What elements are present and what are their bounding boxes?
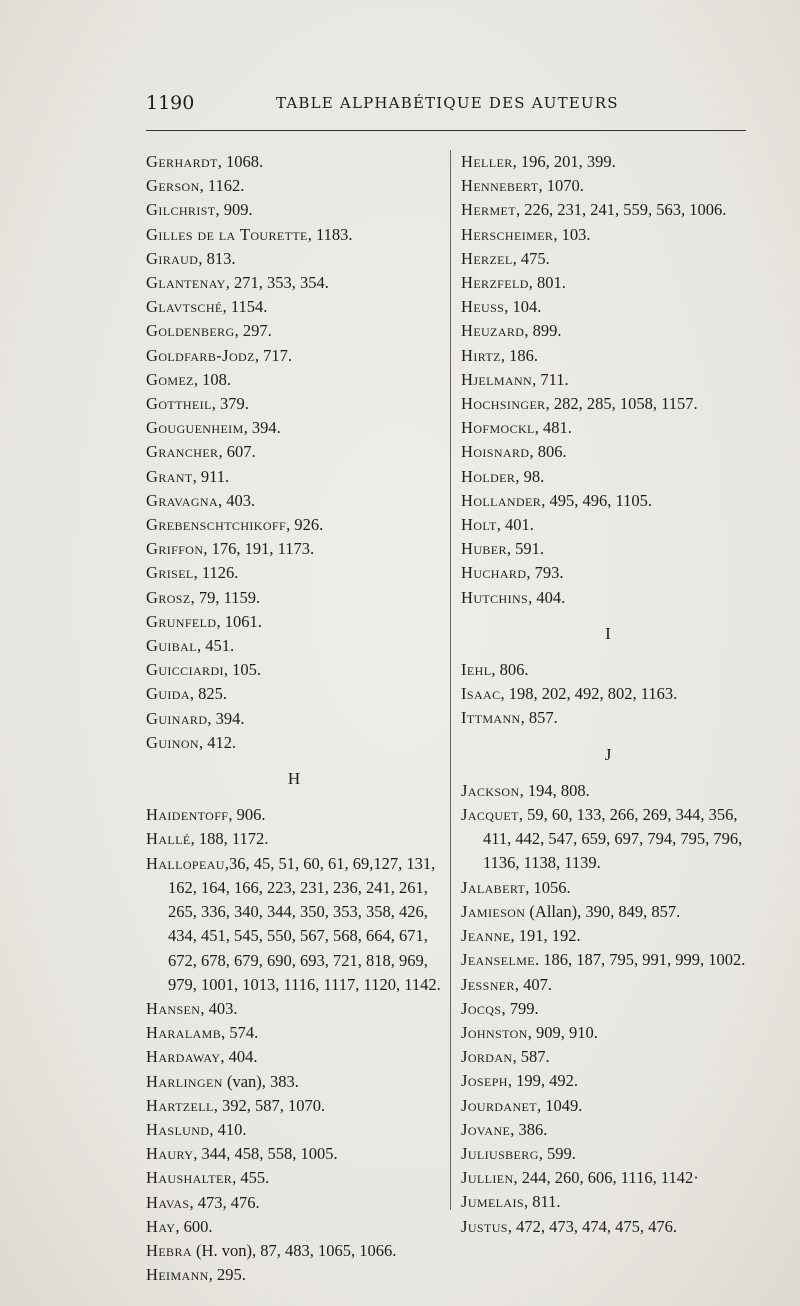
author-name: Goldenberg bbox=[146, 321, 235, 341]
index-entry bbox=[146, 707, 442, 731]
author-name: Gilchrist bbox=[146, 200, 216, 220]
author-name: Guinard bbox=[146, 708, 208, 728]
author-name: Giraud bbox=[146, 248, 199, 268]
page-references: , 404. bbox=[528, 587, 566, 607]
index-block-j bbox=[461, 779, 755, 1239]
page-references: , 271, 353, 354. bbox=[225, 273, 329, 293]
index-entry bbox=[461, 561, 755, 585]
column-divider bbox=[450, 150, 451, 1210]
author-name: Jordan bbox=[461, 1047, 513, 1067]
page-header bbox=[146, 92, 746, 120]
page-references: , 297. bbox=[234, 321, 272, 341]
page-references: ,36, 45, 51, 60, 61, 69,127, 131, 162, 164, 166, 223, 231, 236, 241, 261, 265, 336, 340, 344, 350, 353, 358, 426, 434, 451, 545, 550, 567, 568, 664, 671, 672, 678, 679, 690, 693, 721, 818, 969, 979, 1001, 1013, 1116, 1117, 1120, 1142. bbox=[168, 853, 441, 994]
author-name: Jamieson bbox=[461, 901, 526, 921]
page-references: , 1070. bbox=[538, 176, 584, 196]
page-references: , 711. bbox=[532, 369, 569, 389]
author-name: Hjelmann bbox=[461, 369, 533, 389]
author-name: Heller bbox=[461, 152, 513, 171]
author-name: Jeanselme bbox=[461, 950, 536, 970]
index-entry bbox=[461, 465, 755, 489]
index-entry bbox=[146, 198, 442, 222]
page-references: , 1162. bbox=[199, 176, 245, 196]
index-entry bbox=[461, 198, 755, 222]
page-references: , 401. bbox=[496, 515, 534, 535]
index-entry bbox=[146, 150, 442, 174]
index-entry bbox=[461, 876, 755, 900]
page-references: , 344, 458, 558, 1005. bbox=[193, 1144, 338, 1164]
page-references: , 473, 476. bbox=[189, 1192, 260, 1212]
index-entry bbox=[146, 174, 442, 198]
page-references: (van), 383. bbox=[222, 1071, 299, 1091]
index-entry bbox=[146, 731, 442, 755]
author-name: Herscheimer bbox=[461, 224, 554, 244]
page-references: , 587. bbox=[512, 1047, 550, 1067]
page-references: , 403. bbox=[200, 998, 238, 1018]
index-entry bbox=[461, 150, 755, 174]
page-references: , 574. bbox=[221, 1023, 259, 1043]
index-entry bbox=[461, 706, 755, 730]
author-name: Guibal bbox=[146, 636, 197, 656]
index-entry bbox=[146, 1142, 442, 1166]
author-name: Grunfeld bbox=[146, 611, 217, 631]
author-name: Joseph bbox=[461, 1071, 508, 1091]
author-name: Goldfarb-Jodz bbox=[146, 345, 255, 365]
author-name: Haury bbox=[146, 1144, 194, 1164]
page-references: , 909. bbox=[215, 200, 253, 220]
page-references: (H. von), 87, 483, 1065, 1066. bbox=[191, 1240, 397, 1260]
author-name: Haslund bbox=[146, 1119, 210, 1139]
page-references: , 188, 1172. bbox=[190, 829, 269, 849]
index-entry bbox=[146, 1166, 442, 1190]
author-name: Juliusberg bbox=[461, 1143, 539, 1163]
index-block-h-continued bbox=[461, 150, 755, 610]
index-entry bbox=[146, 634, 442, 658]
author-name: Ittmann bbox=[461, 708, 521, 728]
index-entry bbox=[461, 900, 755, 924]
page-references: , 103. bbox=[553, 224, 591, 244]
index-entry bbox=[146, 1118, 442, 1142]
author-name: Johnston bbox=[461, 1022, 528, 1042]
index-entry bbox=[461, 440, 755, 464]
author-name: Hochsinger bbox=[461, 394, 546, 414]
author-name: Hermet bbox=[461, 200, 516, 220]
index-entry bbox=[146, 513, 442, 537]
author-name: Jalabert bbox=[461, 877, 526, 897]
index-entry bbox=[146, 997, 442, 1021]
index-entry bbox=[461, 344, 755, 368]
author-name: Jumelais bbox=[461, 1192, 524, 1212]
author-name: Isaac bbox=[461, 684, 501, 704]
section-letter-i: I bbox=[605, 623, 611, 643]
page-references: , 194, 808. bbox=[519, 780, 590, 800]
page-references: , 244, 260, 606, 1116, 1142· bbox=[513, 1168, 699, 1188]
author-name: Iehl bbox=[461, 660, 492, 680]
index-entry bbox=[461, 803, 755, 876]
page-references: , 98. bbox=[515, 466, 545, 486]
index-entry bbox=[461, 537, 755, 561]
page-references: , 1068. bbox=[217, 152, 264, 171]
index-entry bbox=[461, 1166, 755, 1190]
index-entry bbox=[146, 586, 442, 610]
author-name: Gottheil bbox=[146, 394, 212, 414]
page-references: , 108. bbox=[193, 369, 232, 389]
index-entry bbox=[146, 803, 442, 827]
page-references: , 407. bbox=[514, 974, 553, 994]
author-name: Gravagna bbox=[146, 490, 219, 510]
index-entry bbox=[146, 561, 442, 585]
author-name: Hansen bbox=[146, 998, 201, 1018]
right-column bbox=[461, 150, 755, 1239]
index-entry bbox=[461, 416, 755, 440]
author-name: Guicciardi bbox=[146, 660, 224, 680]
page-references: , 199, 492. bbox=[507, 1071, 578, 1091]
page-references: , 196, 201, 399. bbox=[512, 152, 616, 171]
index-entry bbox=[146, 1070, 442, 1094]
index-entry bbox=[146, 1094, 442, 1118]
index-entry bbox=[146, 1239, 442, 1263]
author-name: Glavtsché bbox=[146, 297, 223, 317]
index-entry bbox=[461, 1215, 755, 1239]
author-name: Hoisnard bbox=[461, 442, 530, 462]
index-entry bbox=[461, 271, 755, 295]
index-entry bbox=[461, 174, 755, 198]
section-letter-j: J bbox=[604, 744, 612, 764]
index-entry bbox=[461, 489, 755, 513]
page-references: , 472, 473, 474, 475, 476. bbox=[507, 1216, 677, 1236]
author-name: Jessner bbox=[461, 974, 515, 994]
header-rule bbox=[146, 130, 746, 131]
index-block-i bbox=[461, 658, 755, 731]
index-entry bbox=[461, 924, 755, 948]
page-references: , 806. bbox=[529, 442, 567, 462]
page-references: , 906. bbox=[228, 805, 266, 825]
page-references: , 806. bbox=[491, 660, 529, 680]
page-references: , 226, 231, 241, 559, 563, 1006. bbox=[515, 200, 727, 220]
index-entry bbox=[461, 1045, 755, 1069]
page-references: , 404. bbox=[220, 1047, 258, 1067]
page-references: , 176, 191, 1173. bbox=[203, 539, 315, 559]
author-name: Griffon bbox=[146, 539, 204, 559]
author-name: Holt bbox=[461, 515, 497, 535]
author-name: Gerhardt bbox=[146, 152, 218, 171]
page-references: , 394. bbox=[243, 418, 281, 438]
page-references: , 481. bbox=[534, 418, 572, 438]
index-entry bbox=[461, 1021, 755, 1045]
author-name: Haidentoff bbox=[146, 805, 229, 825]
author-name: Jackson bbox=[461, 780, 520, 800]
author-name: Heimann bbox=[146, 1265, 209, 1285]
author-name: Gouguenheim bbox=[146, 418, 244, 438]
index-entry bbox=[461, 586, 755, 610]
page-references: , 410. bbox=[209, 1119, 247, 1139]
running-title: TABLE ALPHABÉTIQUE DES AUTEURS bbox=[276, 94, 619, 112]
page-references: , 386. bbox=[510, 1119, 548, 1139]
index-entry bbox=[146, 610, 442, 634]
page-references: , 600. bbox=[175, 1216, 213, 1236]
page-references: , 198, 202, 492, 802, 1163. bbox=[500, 684, 678, 704]
page-references: , 607. bbox=[218, 442, 256, 462]
index-entry bbox=[461, 223, 755, 247]
page-references: , 59, 60, 133, 266, 269, 344, 356, 411, 442, 547, 659, 697, 794, 795, 796, 1136, 1138, 1139. bbox=[483, 805, 743, 873]
index-entry bbox=[461, 1069, 755, 1093]
page-references: . 186, 187, 795, 991, 999, 1002. bbox=[535, 950, 746, 970]
author-name: Guinon bbox=[146, 732, 199, 752]
index-entry bbox=[146, 440, 442, 464]
author-name: Glantenay bbox=[146, 273, 226, 293]
index-block-g bbox=[146, 150, 442, 755]
author-name: Harlingen bbox=[146, 1071, 223, 1091]
author-name: Hebra bbox=[146, 1240, 192, 1260]
author-name: Grancher bbox=[146, 442, 219, 462]
page-references: , 825. bbox=[189, 684, 228, 704]
index-entry bbox=[146, 537, 442, 561]
page-references: , 599. bbox=[538, 1143, 576, 1163]
author-name: Jacquet bbox=[461, 805, 519, 825]
author-name: Gomez bbox=[146, 369, 194, 389]
page-references: , 1056. bbox=[525, 877, 571, 897]
page-references: , 451. bbox=[196, 636, 235, 656]
author-name: Herzel bbox=[461, 248, 513, 268]
index-entry bbox=[461, 392, 755, 416]
page-references: , 105. bbox=[223, 660, 262, 680]
page-references: , 392, 587, 1070. bbox=[213, 1095, 326, 1115]
index-entry bbox=[146, 682, 442, 706]
index-entry bbox=[146, 223, 442, 247]
page-references: , 591. bbox=[506, 539, 545, 559]
index-entry bbox=[146, 1191, 442, 1215]
page-references: , 793. bbox=[526, 563, 564, 583]
index-entry bbox=[146, 465, 442, 489]
page-number: 1190 bbox=[146, 92, 195, 114]
index-entry bbox=[146, 416, 442, 440]
page-references: , 104. bbox=[504, 297, 542, 317]
index-entry bbox=[146, 827, 442, 851]
page-references: , 379. bbox=[211, 394, 249, 414]
index-entry bbox=[146, 489, 442, 513]
page-references: , 926. bbox=[286, 515, 324, 535]
author-name: Hallopeau bbox=[146, 853, 225, 873]
author-name: Havas bbox=[146, 1192, 190, 1212]
page-references: , 799. bbox=[501, 998, 539, 1018]
left-column bbox=[146, 150, 442, 1287]
index-entry bbox=[461, 1142, 755, 1166]
author-name: Grebenschtchikoff bbox=[146, 515, 287, 535]
author-name: Huber bbox=[461, 539, 507, 559]
page-references: , 282, 285, 1058, 1157. bbox=[545, 394, 698, 414]
page-references: , 186. bbox=[500, 345, 538, 365]
index-entry bbox=[146, 271, 442, 295]
author-name: Hay bbox=[146, 1216, 176, 1236]
index-entry bbox=[461, 779, 755, 803]
author-name: Gerson bbox=[146, 176, 200, 196]
author-name: Hallé bbox=[146, 829, 191, 849]
author-name: Justus bbox=[461, 1216, 508, 1236]
index-entry bbox=[461, 973, 755, 997]
index-entry bbox=[461, 513, 755, 537]
page-references: , 813. bbox=[198, 248, 236, 268]
page-references: , 403. bbox=[218, 490, 256, 510]
page-references: , 412. bbox=[198, 732, 237, 752]
page-references: , 1061. bbox=[216, 611, 262, 631]
index-entry bbox=[461, 1190, 755, 1214]
author-name: Gilles de la Tourette bbox=[146, 224, 308, 244]
index-entry bbox=[461, 247, 755, 271]
index-entry bbox=[461, 368, 755, 392]
page-references: , 475. bbox=[512, 248, 550, 268]
page-references: , 899. bbox=[524, 321, 562, 341]
author-name: Guida bbox=[146, 684, 190, 704]
index-entry bbox=[461, 948, 755, 972]
author-name: Haralamb bbox=[146, 1023, 222, 1043]
author-name: Hardaway bbox=[146, 1047, 221, 1067]
index-entry bbox=[146, 344, 442, 368]
author-name: Jullien bbox=[461, 1168, 514, 1188]
page-references: , 495, 496, 1105. bbox=[541, 490, 652, 510]
page-references: , 857. bbox=[520, 708, 558, 728]
author-name: Haushalter bbox=[146, 1168, 233, 1188]
section-letter-h: H bbox=[287, 769, 301, 789]
author-name: Heuzard bbox=[461, 321, 525, 341]
index-entry bbox=[146, 1045, 442, 1069]
author-name: Huchard bbox=[461, 563, 527, 583]
page-references: , 455. bbox=[232, 1168, 270, 1188]
page-references: , 394. bbox=[207, 708, 245, 728]
index-entry bbox=[146, 852, 442, 997]
author-name: Heuss bbox=[461, 297, 505, 317]
page-references: , 811. bbox=[523, 1192, 561, 1212]
author-name: Herzfeld bbox=[461, 273, 529, 293]
page-references: (Allan), 390, 849, 857. bbox=[525, 901, 681, 921]
author-name: Holder bbox=[461, 466, 516, 486]
page-references: , 909, 910. bbox=[527, 1022, 598, 1042]
page-references: , 295. bbox=[208, 1265, 246, 1285]
page-references: , 1049. bbox=[537, 1095, 583, 1115]
page-references: , 191, 192. bbox=[510, 926, 581, 946]
author-name: Jourdanet bbox=[461, 1095, 538, 1115]
index-entry bbox=[146, 1263, 442, 1287]
index-entry bbox=[461, 295, 755, 319]
index-entry bbox=[146, 295, 442, 319]
author-name: Hollander bbox=[461, 490, 542, 510]
author-name: Jocqs bbox=[461, 998, 502, 1018]
index-entry bbox=[461, 658, 755, 682]
author-name: Grisel bbox=[146, 563, 194, 583]
author-name: Hirtz bbox=[461, 345, 501, 365]
author-name: Hutchins bbox=[461, 587, 529, 607]
index-entry bbox=[146, 1021, 442, 1045]
index-entry bbox=[461, 1094, 755, 1118]
index-entry bbox=[146, 658, 442, 682]
page-references: , 717. bbox=[254, 345, 292, 365]
index-entry bbox=[461, 682, 755, 706]
index-block-h bbox=[146, 803, 442, 1287]
page-references: , 1183. bbox=[307, 224, 353, 244]
author-name: Grant bbox=[146, 466, 193, 486]
author-name: Grosz bbox=[146, 587, 191, 607]
author-name: Jeanne bbox=[461, 926, 511, 946]
author-name: Hennebert bbox=[461, 176, 539, 196]
author-name: Jovane bbox=[461, 1119, 511, 1139]
index-entry bbox=[461, 319, 755, 343]
page-references: , 79, 1159. bbox=[190, 587, 261, 607]
index-entry bbox=[146, 1215, 442, 1239]
index-entry bbox=[146, 319, 442, 343]
page-references: , 1154. bbox=[222, 297, 268, 317]
page-references: , 1126. bbox=[193, 563, 239, 583]
index-entry bbox=[146, 247, 442, 271]
author-name: Hartzell bbox=[146, 1095, 214, 1115]
index-entry bbox=[461, 997, 755, 1021]
author-name: Hofmockl bbox=[461, 418, 535, 438]
page-references: , 801. bbox=[528, 273, 566, 293]
page-references: , 911. bbox=[192, 466, 230, 486]
index-entry bbox=[461, 1118, 755, 1142]
index-entry bbox=[146, 368, 442, 392]
index-entry bbox=[146, 392, 442, 416]
